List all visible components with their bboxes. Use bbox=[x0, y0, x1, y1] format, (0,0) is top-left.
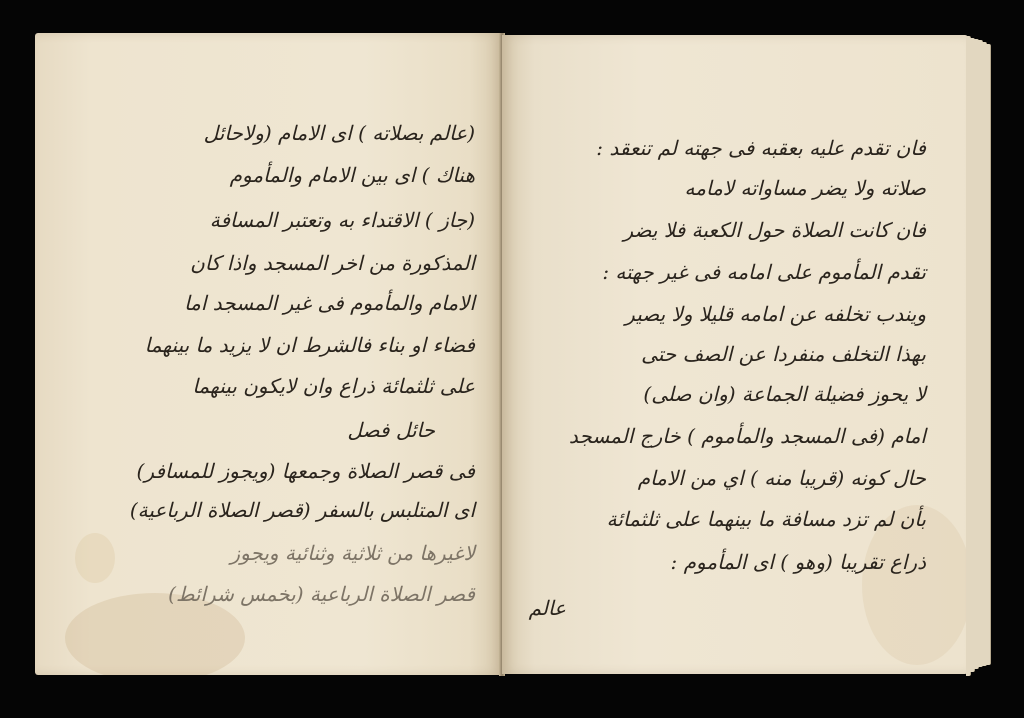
text-line: فان تقدم عليه بعقبه فى جهته لم تنعقد : bbox=[596, 136, 926, 160]
text-line: لاغيرها من ثلاثية وثنائية ويجوز bbox=[230, 541, 475, 565]
text-line: فى قصر الصلاة وجمعها (ويجوز للمسافر) bbox=[136, 459, 475, 483]
text-line: هناك ) اى بين الامام والمأموم bbox=[229, 163, 475, 187]
text-line: فان كانت الصلاة حول الكعبة فلا يضر bbox=[623, 218, 926, 242]
text-line: المذكورة من اخر المسجد واذا كان bbox=[190, 251, 475, 275]
text-line: الامام والمأموم فى غير المسجد اما bbox=[184, 291, 475, 315]
text-line: صلاته ولا يضر مساواته لامامه bbox=[684, 176, 926, 200]
text-line: حال كونه (قريبا منه ) اي من الامام bbox=[637, 466, 926, 490]
page-edges bbox=[966, 36, 992, 676]
text-line: حائل فصل bbox=[347, 418, 435, 442]
text-line: امام (فى المسجد والمأموم ) خارج المسجد bbox=[568, 424, 926, 448]
text-line: فضاء او بناء فالشرط ان لا يزيد ما بينهما bbox=[144, 333, 475, 357]
text-line: (عالم بصلاته ) اى الامام (ولاحائل bbox=[203, 121, 475, 145]
text-line: ذراع تقريبا (وهو ) اى المأموم : bbox=[670, 550, 926, 574]
text-line: (جاز ) الاقتداء به وتعتبر المسافة bbox=[209, 208, 475, 232]
text-line: عالم bbox=[528, 596, 566, 620]
text-line: ويندب تخلفه عن امامه قليلا ولا يصير bbox=[625, 302, 926, 326]
text-line: بأن لم تزد مسافة ما بينهما على ثلثمائة bbox=[606, 507, 926, 531]
text-line: قصر الصلاة الرباعية (بخمس شرائط) bbox=[168, 582, 475, 606]
text-line: لا يحوز فضيلة الجماعة (وان صلى) bbox=[643, 382, 926, 406]
text-line: اى المتلبس بالسفر (قصر الصلاة الرباعية) bbox=[129, 498, 475, 522]
page-edge bbox=[986, 44, 991, 665]
left-page-text bbox=[75, 118, 475, 638]
left-page bbox=[35, 33, 502, 675]
text-line: تقدم المأموم على امامه فى غير جهته : bbox=[602, 260, 926, 284]
text-line: بهذا التخلف منفردا عن الصف حتى bbox=[641, 342, 926, 366]
right-page bbox=[502, 35, 968, 674]
right-page-text bbox=[528, 133, 926, 653]
text-line: على ثلثمائة ذراع وان لايكون بينهما bbox=[192, 374, 475, 398]
